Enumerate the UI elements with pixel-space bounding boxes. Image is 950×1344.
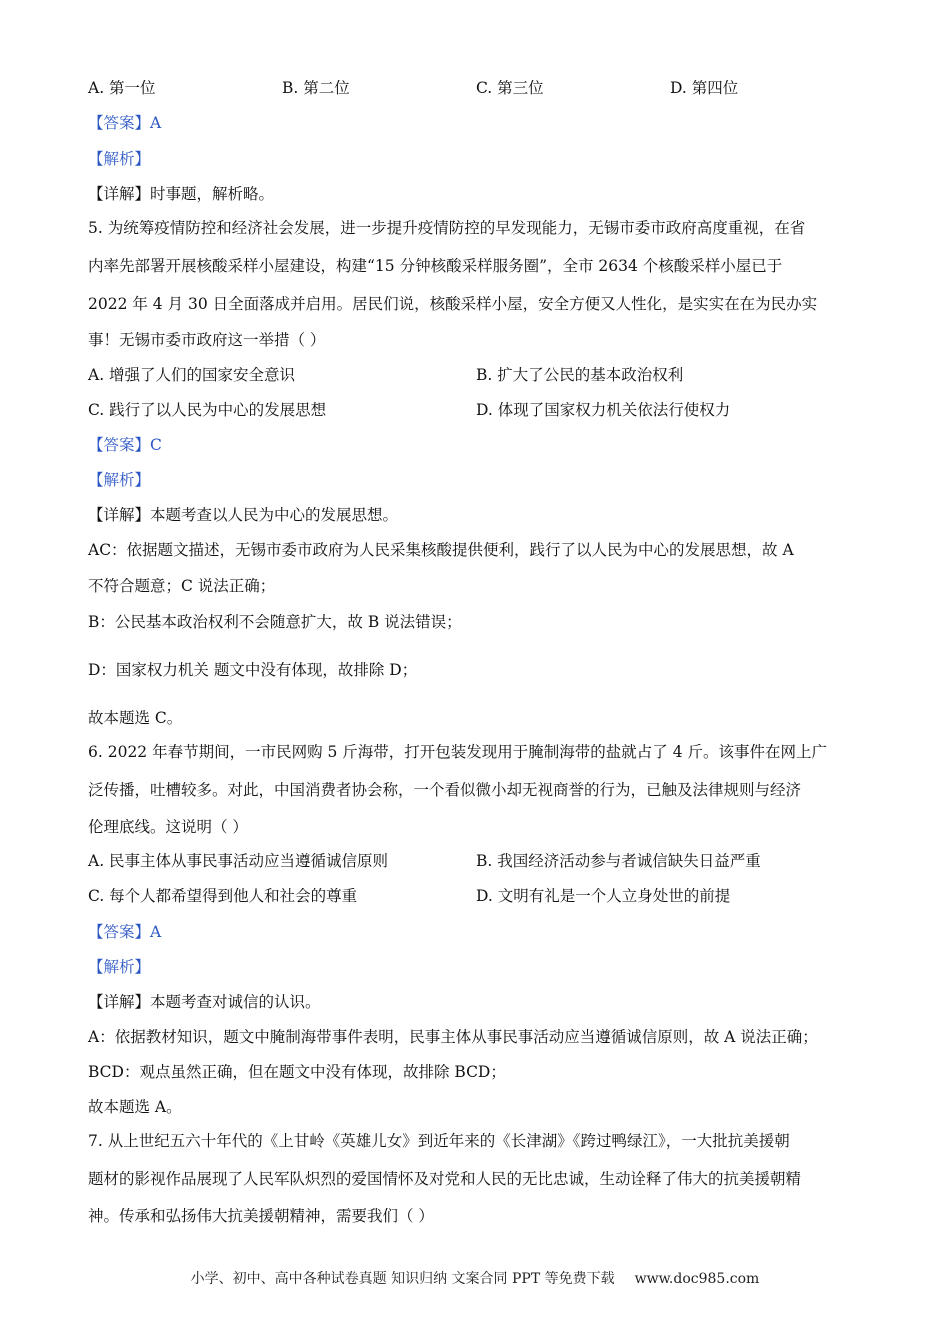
analysis-label: 【解析】 (88, 958, 151, 976)
analysis-label: 【解析】 (88, 150, 151, 168)
page-footer (0, 1268, 950, 1288)
option-b: B. 第二位 (282, 79, 350, 97)
question-stem-line: 2022 年 4 月 30 日全面落成并启用。居民们说，核酸采样小屋，安全方便又人性化，是实实在在为民办实 (88, 295, 818, 313)
explanation-line: B：公民基本政治权利不会随意扩大，故 B 说法错误； (88, 613, 462, 631)
option-a: A. 第一位 (88, 79, 156, 97)
question-stem-line: 内率先部署开展核酸采样小屋建设，构建“15 分钟核酸采样服务圈”，全市 2634 个核酸采样小屋已于 (88, 257, 783, 275)
detail-text: 【详解】本题考查对诚信的认识。 (88, 993, 321, 1011)
question-stem-line: 伦理底线。这说明（ ） (88, 818, 248, 836)
question-stem-line: 事！无锡市委市政府这一举措（ ） (88, 331, 326, 349)
option-a: A. 民事主体从事民事活动应当遵循诚信原则 (88, 852, 389, 870)
detail-text: 【详解】时事题，解析略。 (88, 185, 275, 203)
explanation-line: 不符合题意；C 说法正确； (88, 577, 276, 595)
option-a: A. 增强了人们的国家安全意识 (88, 366, 296, 384)
option-c: C. 践行了以人民为中心的发展思想 (88, 401, 327, 419)
option-b: B. 我国经济活动参与者诚信缺失日益严重 (476, 852, 761, 870)
answer-label: 【答案】A (88, 114, 162, 132)
option-d: D. 体现了国家权力机关依法行使权力 (476, 401, 731, 419)
footer-text: 小学、初中、高中各种试卷真题 知识归纳 文案合同 PPT 等免费下载 (190, 1271, 615, 1287)
option-d: D. 文明有礼是一个人立身处世的前提 (476, 887, 731, 905)
answer-label: 【答案】A (88, 923, 162, 941)
footer-link[interactable]: www.doc985.com (634, 1271, 760, 1287)
explanation-line: A：依据教材知识，题文中腌制海带事件表明，民事主体从事民事活动应当遵循诚信原则，故 A 说法正确； (88, 1028, 818, 1046)
explanation-line: BCD：观点虽然正确，但在题文中没有体现，故排除 BCD； (88, 1063, 506, 1081)
option-c: C. 第三位 (476, 79, 544, 97)
explanation-line: AC：依据题文描述，无锡市委市政府为人民采集核酸提供便利，践行了以人民为中心的发展思想，故 A (88, 541, 794, 559)
explanation-line: D：国家权力机关 题文中没有体现，故排除 D； (88, 661, 418, 679)
option-d: D. 第四位 (670, 79, 739, 97)
explanation-line: 故本题选 C。 (88, 709, 183, 727)
question-stem-line: 题材的影视作品展现了人民军队炽烈的爱国情怀及对党和人民的无比忠诚，生动诠释了伟大的抗美援朝精 (88, 1170, 802, 1188)
question-stem-line: 神。传承和弘扬伟大抗美援朝精神，需要我们（ ） (88, 1207, 434, 1225)
option-c: C. 每个人都希望得到他人和社会的尊重 (88, 887, 358, 905)
question-stem-line: 泛传播，吐槽较多。对此，中国消费者协会称，一个看似微小却无视商誉的行为，已触及法律规则与经济 (88, 781, 802, 799)
question-stem-line: 5. 为统筹疫情防控和经济社会发展，进一步提升疫情防控的早发现能力，无锡市委市政府高度重视，在省 (88, 219, 806, 237)
option-b: B. 扩大了公民的基本政治权利 (476, 366, 684, 384)
question-stem-line: 7. 从上世纪五六十年代的《上甘岭《英雄儿女》到近年来的《长津湖》《跨过鸭绿江》，一大批抗美援朝 (88, 1132, 790, 1150)
answer-label: 【答案】C (88, 436, 162, 454)
explanation-line: 故本题选 A。 (88, 1098, 182, 1116)
detail-text: 【详解】本题考查以人民为中心的发展思想。 (88, 506, 399, 524)
analysis-label: 【解析】 (88, 471, 151, 489)
question-stem-line: 6. 2022 年春节期间，一市民网购 5 斤海带，打开包装发现用于腌制海带的盐就占了 4 斤。该事件在网上广 (88, 743, 828, 761)
